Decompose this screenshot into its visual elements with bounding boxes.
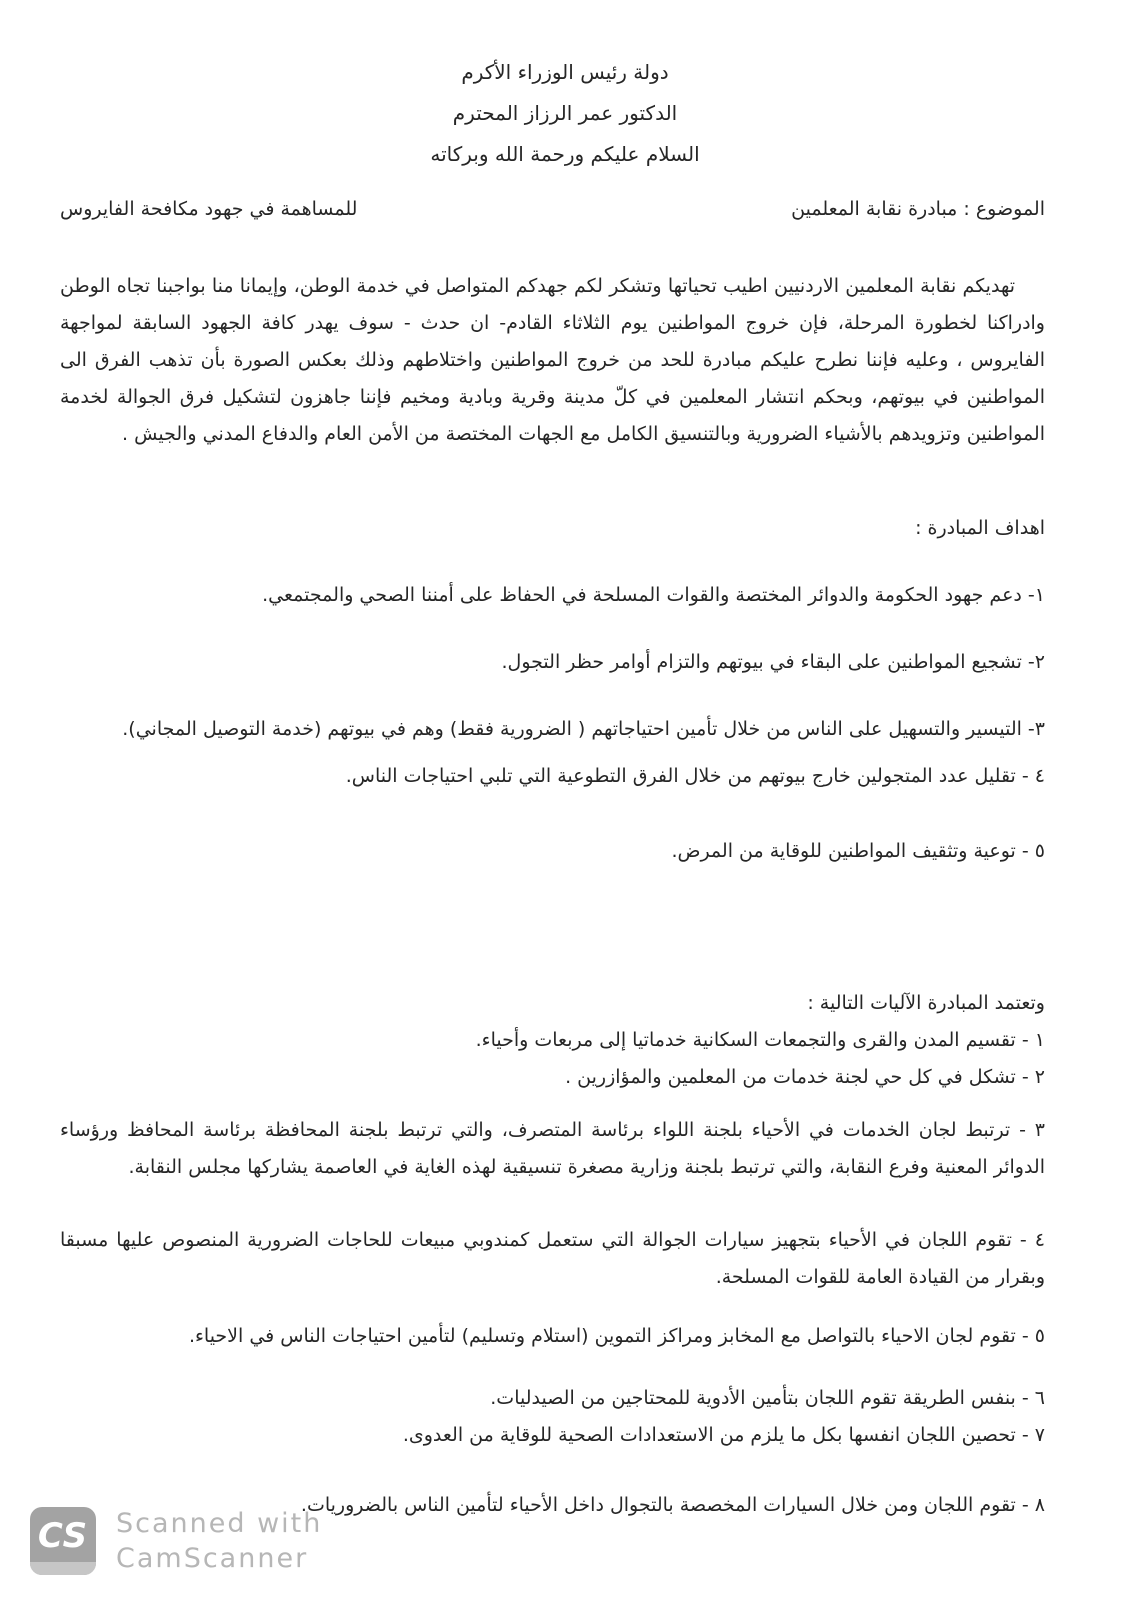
mechanism-item-4: ٤ - تقوم اللجان في الأحياء بتجهيز سيارات الجوالة التي ستعمل كمندوبي مبيعات للحاجات الضرورية المنصوص عليها مسبقا وبقرار من القيادة العامة للقوات المسلحة. — [60, 1229, 1045, 1288]
mechanism-item-6: ٦ - بنفس الطريقة تقوم اللجان بتأمين الأدوية للمحتاجين من الصيدليات. — [490, 1387, 1045, 1409]
goal-item-4: ٤ - تقليل عدد المتجولين خارج بيوتهم من خلال الفرق التطوعية التي تلبي احتياجات الناس. — [345, 765, 1045, 787]
recipient-name: الدكتور عمر الرزاز المحترم — [452, 101, 678, 125]
camscanner-icon-letters: CS — [37, 1516, 89, 1556]
goal-item-2: ٢- تشجيع المواطنين على البقاء في بيوتهم والتزام أوامر حظر التجول. — [501, 651, 1045, 673]
subject-label: الموضوع : مبادرة نقابة المعلمين — [791, 198, 1045, 220]
subject-line — [60, 191, 1045, 228]
mechanism-item-5: ٥ - تقوم لجان الاحياء بالتواصل مع المخابز ومراكز التموين (استلام وتسليم) لتأمين احتياجات الناس في الاحياء. — [188, 1325, 1045, 1347]
goals-heading: اهداف المبادرة : — [915, 517, 1045, 539]
mechanism-item-3: ٣ - ترتبط لجان الخدمات في الأحياء بلجنة اللواء برئاسة المتصرف، والتي ترتبط بلجنة المحافظة برئاسة المحافظ ورؤساء الدوائر المعنية وفرع النقابة، والتي ترتبط بلجنة وزارية مصغرة تنسيقية لهذه الغاية في العاصمة يشاركها مجلس النقابة. — [60, 1119, 1045, 1178]
intro-paragraph: تهديكم نقابة المعلمين الاردنيين اطيب تحياتها وتشكر لكم جهدكم المتواصل في خدمة الوطن، وإيمانا منا بواجبنا تجاه الوطن وادراكنا لخطورة المرحلة، فإن خروج المواطنين يوم الثلاثاء القادم- ان حدث - سوف يهدر كافة الجهود السابقة لمواجهة الفايروس ، وعليه فإننا نطرح عليكم مبادرة للحد من خروج المواطنين واختلاطهم وذلك بعكس الصورة بأن تذهب الفرق الى المواطنين في بيوتهم، وبحكم انتشار المعلمين في كلّ مدينة وقرية وبادية ومخيم فإننا جاهزون لتشكيل فرق الجوالة لخدمة المواطنين وتزويدهم بالأشياء الضرورية وبالتنسيق الكامل مع الجهات المختصة من الأمن العام والدفاع المدني والجيش . — [60, 275, 1045, 445]
camscanner-icon-strip — [30, 1562, 96, 1575]
watermark-line2: CamScanner — [116, 1543, 309, 1574]
goal-item-1: ١- دعم جهود الحكومة والدوائر المختصة والقوات المسلحة في الحفاظ على أمننا الصحي والمجتمعي. — [262, 584, 1045, 606]
subject-continuation: للمساهمة في جهود مكافحة الفايروس — [60, 198, 358, 220]
watermark-text — [116, 1506, 322, 1576]
mechanisms-heading: وتعتمد المبادرة الآليات التالية : — [807, 992, 1045, 1014]
mechanism-item-2: ٢ - تشكل في كل حي لجنة خدمات من المعلمين والمؤازرين . — [565, 1066, 1045, 1088]
mechanism-item-8: ٨ - تقوم اللجان ومن خلال السيارات المخصصة بالتجوال داخل الأحياء لتأمين الناس بالضروريات. — [300, 1494, 1045, 1516]
letter-body — [0, 191, 1130, 1524]
mechanism-item-7: ٧ - تحصين اللجان انفسها بكل ما يلزم من الاستعدادات الصحية للوقاية من العدوى. — [402, 1424, 1045, 1446]
camscanner-watermark — [30, 1506, 322, 1576]
watermark-line1: Scanned with — [116, 1508, 323, 1539]
greeting-line: السلام عليكم ورحمة الله وبركاته — [430, 142, 700, 166]
mechanism-item-1: ١ - تقسيم المدن والقرى والتجمعات السكانية خدماتيا إلى مربعات وأحياء. — [475, 1029, 1045, 1051]
goal-item-3: ٣- التيسير والتسهيل على الناس من خلال تأمين احتياجاتهم ( الضرورية فقط) وهم في بيوتهم (خدمة التوصيل المجاني). — [122, 718, 1045, 740]
camscanner-icon — [30, 1507, 96, 1575]
goal-item-5: ٥ - توعية وتثقيف المواطنين للوقاية من المرض. — [671, 840, 1045, 862]
recipient-title: دولة رئيس الوزراء الأكرم — [461, 60, 669, 84]
letter-header — [0, 0, 1130, 175]
